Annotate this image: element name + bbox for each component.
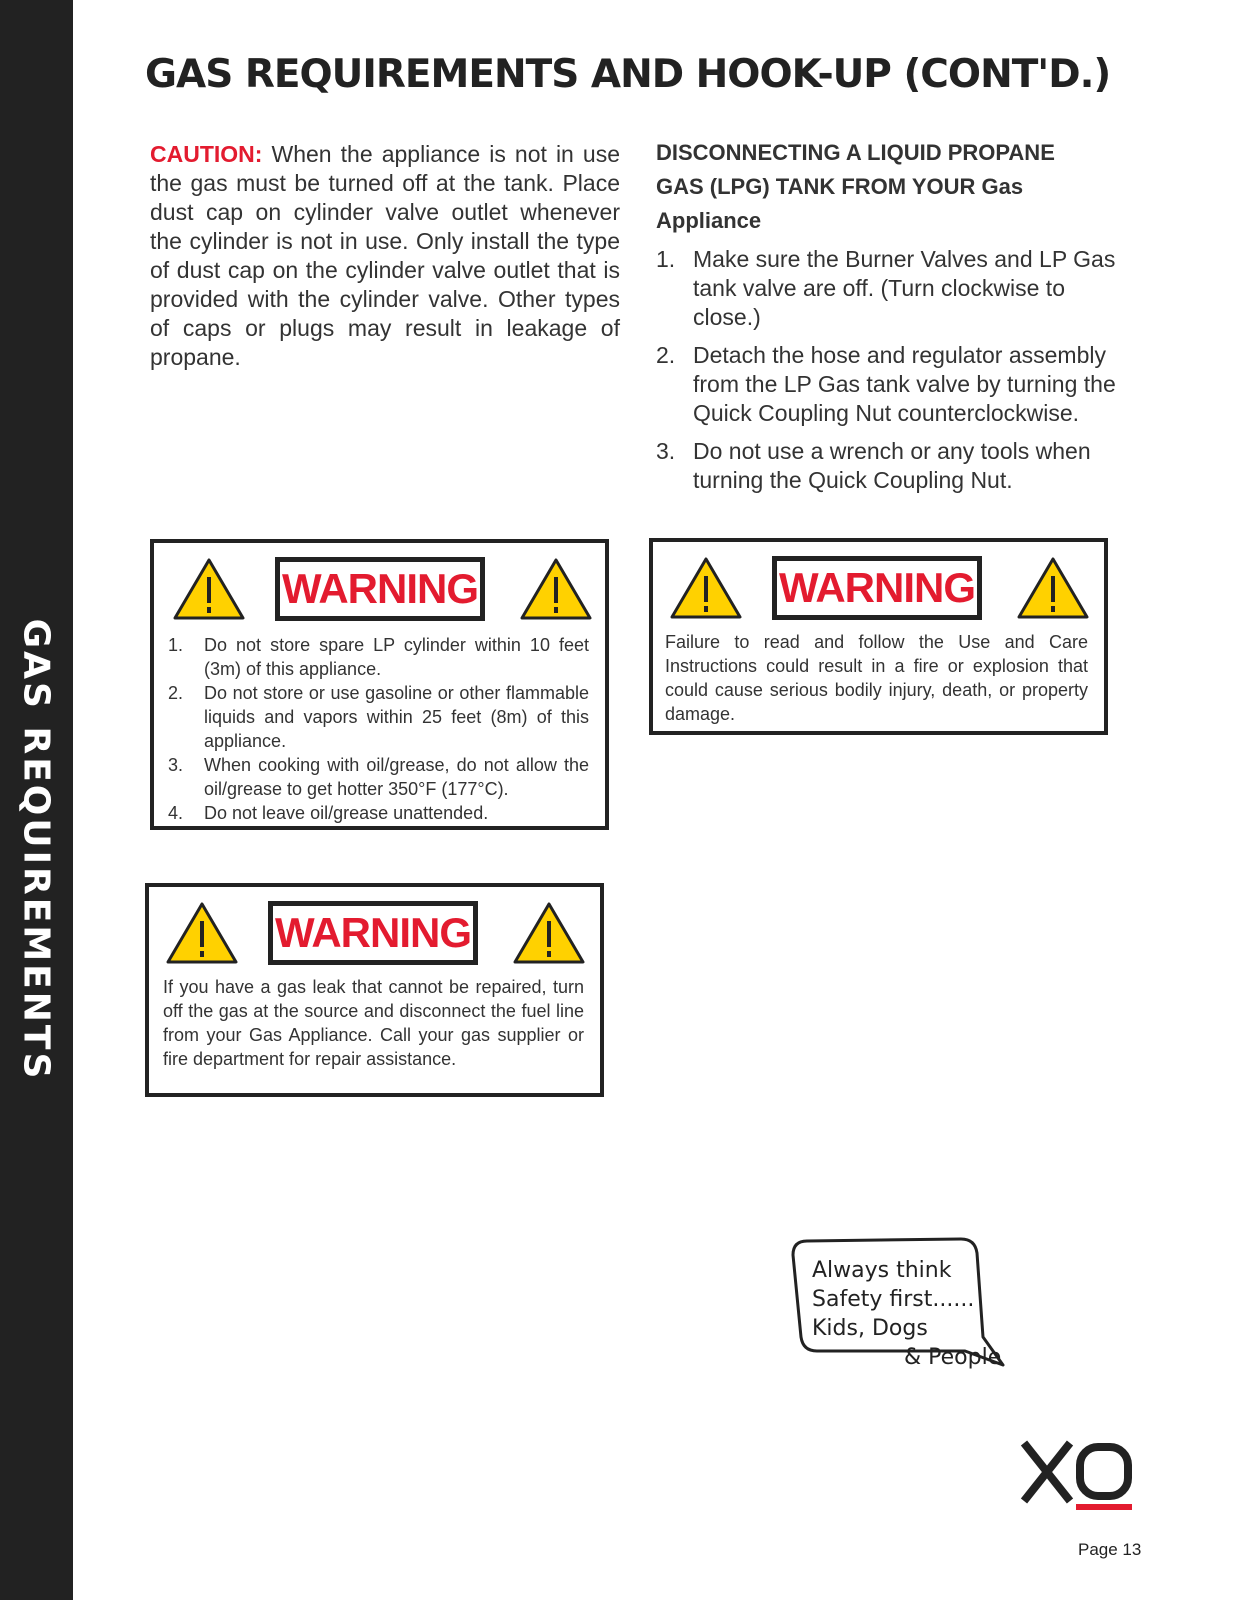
caution-label: CAUTION: bbox=[150, 141, 263, 167]
step-text: Detach the hose and regulator assembly from the LP Gas tank valve by turning the Quick Coupling Nut counterclockwise. bbox=[693, 342, 1116, 426]
warning-header bbox=[154, 543, 605, 627]
warning-triangle-icon bbox=[669, 556, 743, 620]
bubble-line: Kids, Dogs bbox=[812, 1316, 928, 1341]
step-number: 2. bbox=[656, 342, 676, 368]
item-text: Do not store spare LP cylinder within 10 feet (3m) of this appliance. bbox=[204, 635, 589, 679]
list-item bbox=[656, 245, 1116, 332]
warning-list bbox=[154, 627, 605, 825]
list-item bbox=[168, 633, 589, 681]
warning-header bbox=[149, 887, 600, 971]
item-number: 1. bbox=[168, 635, 184, 655]
sidebar-section-label: GAS REQUIREMENTS bbox=[15, 618, 57, 1082]
warning-box-gas-leak bbox=[145, 883, 604, 1097]
step-number: 3. bbox=[656, 438, 676, 464]
step-text: Make sure the Burner Valves and LP Gas tank valve are off. (Turn clockwise to close.) bbox=[693, 246, 1116, 330]
item-number: 3. bbox=[168, 755, 184, 775]
item-text: Do not store or use gasoline or other flammable liquids and vapors within 25 feet (8m) of this appliance. bbox=[204, 683, 589, 751]
page-number: Page 13 bbox=[1078, 1540, 1142, 1559]
caution-text: When the appliance is not in use the gas must be turned off at the tank. Place dust cap on cylinder valve outlet whenever the cylinder is not in use. Only install the type of dust cap on the cylinder valve outlet that is provided with the cylinder valve. Other types of caps or plugs may result in leakage of propane. bbox=[150, 141, 620, 370]
warning-label-text: WARNING bbox=[777, 561, 977, 615]
warning-label bbox=[268, 901, 478, 965]
speech-bubble-text bbox=[812, 1256, 1012, 1372]
list-item bbox=[656, 437, 1116, 495]
list-item bbox=[168, 753, 589, 801]
item-number: 4. bbox=[168, 803, 184, 823]
bubble-line: Safety first...... bbox=[812, 1287, 975, 1312]
item-text: Do not leave oil/grease unattended. bbox=[204, 803, 489, 823]
warning-box-storage bbox=[150, 539, 609, 830]
warning-triangle-icon bbox=[519, 557, 593, 621]
caution-paragraph bbox=[150, 140, 620, 372]
list-item bbox=[168, 681, 589, 753]
list-item bbox=[656, 341, 1116, 428]
warning-triangle-icon bbox=[1016, 556, 1090, 620]
sidebar bbox=[0, 0, 73, 1600]
bubble-line: & People bbox=[904, 1345, 1002, 1370]
disconnect-heading: DISCONNECTING A LIQUID PROPANE GAS (LPG) TANK FROM YOUR Gas Appliance bbox=[656, 140, 1055, 233]
warning-label bbox=[772, 556, 982, 620]
warning-label-text: WARNING bbox=[280, 562, 480, 616]
warning-triangle-icon bbox=[165, 901, 239, 965]
step-text: Do not use a wrench or any tools when turning the Quick Coupling Nut. bbox=[693, 438, 1091, 493]
warning-header bbox=[653, 542, 1104, 626]
warning-triangle-icon bbox=[512, 901, 586, 965]
item-text: When cooking with oil/grease, do not allow the oil/grease to get hotter 350°F (177°C). bbox=[204, 755, 589, 799]
warning-label bbox=[275, 557, 485, 621]
list-item bbox=[168, 801, 589, 825]
step-number: 1. bbox=[656, 246, 676, 272]
warning-text: If you have a gas leak that cannot be repaired, turn off the gas at the source and disconnect the fuel line from your Gas Appliance. Call your gas supplier or fire department for repair assistance. bbox=[163, 977, 584, 1069]
xo-logo bbox=[1018, 1438, 1136, 1513]
warning-box-instructions bbox=[649, 538, 1108, 735]
bubble-line: Always think bbox=[812, 1258, 952, 1283]
warning-label-text: WARNING bbox=[273, 906, 473, 960]
warning-text: Failure to read and follow the Use and Care Instructions could result in a fire or explosion that could cause serious bodily injury, death, or property damage. bbox=[665, 632, 1088, 724]
page-title: GAS REQUIREMENTS AND HOOK-UP (CONT'D.) bbox=[145, 52, 1111, 97]
warning-triangle-icon bbox=[172, 557, 246, 621]
item-number: 2. bbox=[168, 683, 184, 703]
disconnect-steps bbox=[656, 245, 1116, 504]
